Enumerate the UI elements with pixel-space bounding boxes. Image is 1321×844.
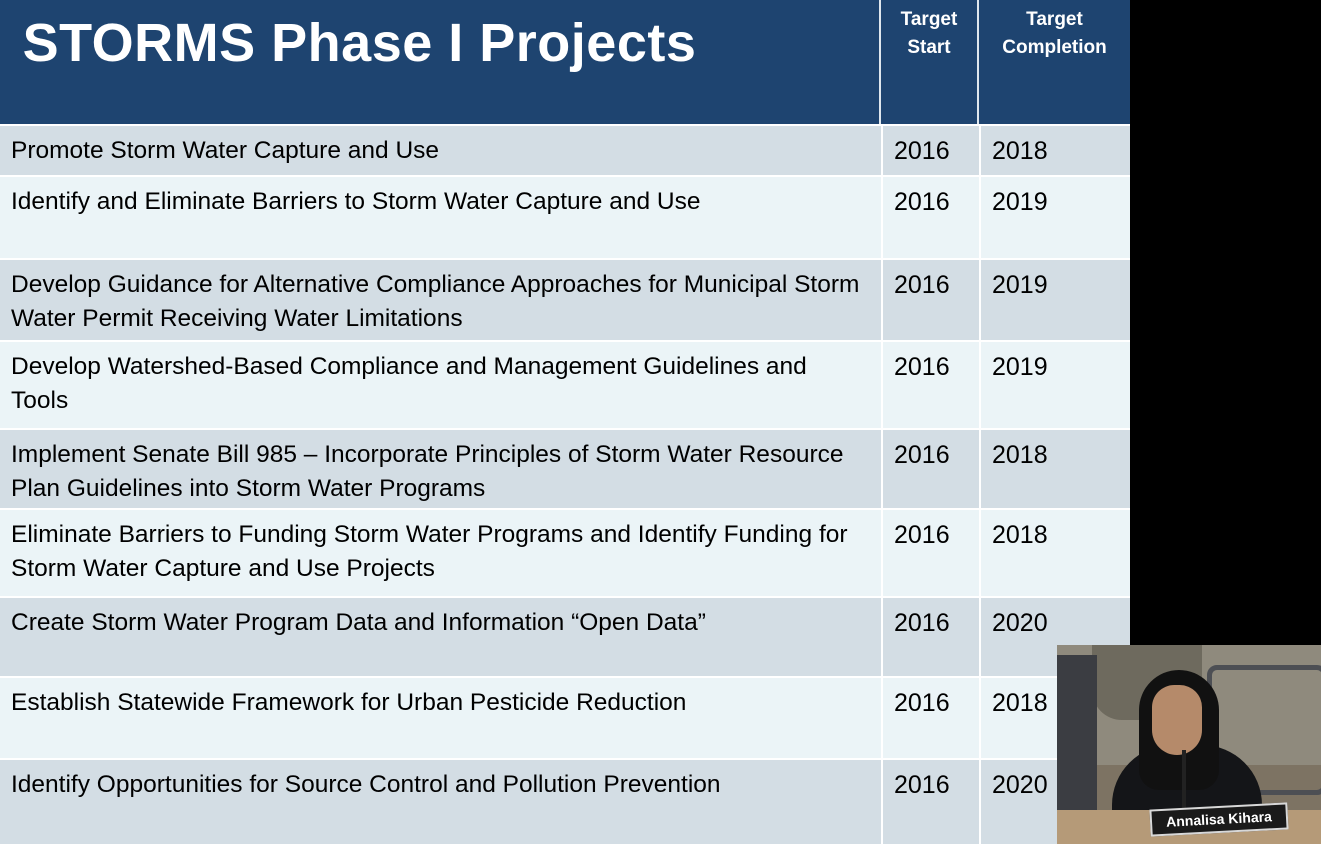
target-start-header (881, 0, 979, 124)
target-completion-header (979, 0, 1130, 124)
slide-title-header (0, 0, 881, 124)
target-completion: 2019 (979, 260, 1130, 340)
table-row (0, 676, 1130, 758)
target-completion: 2018 (979, 430, 1130, 508)
target-completion: 2019 (979, 342, 1130, 428)
microphone-icon (1182, 750, 1186, 810)
project-name: Implement Senate Bill 985 – Incorporate Principles of Storm Water Resource Plan Guidelines into Storm Water Programs (11, 441, 844, 502)
target-start-header-label: Target Start (900, 9, 958, 58)
table-row (0, 428, 1130, 508)
target-start: 2016 (881, 678, 979, 758)
project-name: Create Storm Water Program Data and Information “Open Data” (11, 609, 706, 636)
project-name: Eliminate Barriers to Funding Storm Water Programs and Identify Funding for Storm Water Capture and Use Projects (11, 521, 848, 582)
speaker-face (1152, 685, 1202, 755)
target-start: 2016 (881, 760, 979, 844)
target-completion: 2019 (979, 177, 1130, 258)
target-start: 2016 (881, 260, 979, 340)
chair-left (1057, 655, 1097, 825)
target-start: 2016 (881, 430, 979, 508)
target-completion: 2018 (979, 678, 1130, 758)
speaker-nameplate: Annalisa Kihara (1149, 802, 1288, 836)
project-name: Promote Storm Water Capture and Use (11, 137, 440, 164)
target-completion-header-label: Target Completion (1002, 9, 1107, 58)
project-name: Identify Opportunities for Source Control and Pollution Prevention (11, 771, 721, 798)
target-start: 2016 (881, 510, 979, 596)
table-row (0, 175, 1130, 258)
target-start: 2016 (881, 342, 979, 428)
table-row (0, 758, 1130, 844)
project-name: Develop Watershed-Based Compliance and Management Guidelines and Tools (11, 353, 807, 414)
table-row (0, 258, 1130, 340)
target-start: 2016 (881, 598, 979, 676)
table-row (0, 124, 1130, 175)
project-name: Identify and Eliminate Barriers to Storm Water Capture and Use (11, 188, 701, 215)
project-name: Establish Statewide Framework for Urban Pesticide Reduction (11, 689, 687, 716)
target-completion: 2020 (979, 598, 1130, 676)
target-completion: 2020 (979, 760, 1130, 844)
table-row (0, 508, 1130, 596)
target-completion: 2018 (979, 126, 1130, 175)
slide-title: STORMS Phase I Projects (22, 13, 697, 73)
target-completion: 2018 (979, 510, 1130, 596)
table-row (0, 340, 1130, 428)
table-row (0, 596, 1130, 676)
target-start: 2016 (881, 177, 979, 258)
project-name: Develop Guidance for Alternative Compliance Approaches for Municipal Storm Water Permit Receiving Water Limitations (11, 271, 860, 332)
target-start: 2016 (881, 126, 979, 175)
